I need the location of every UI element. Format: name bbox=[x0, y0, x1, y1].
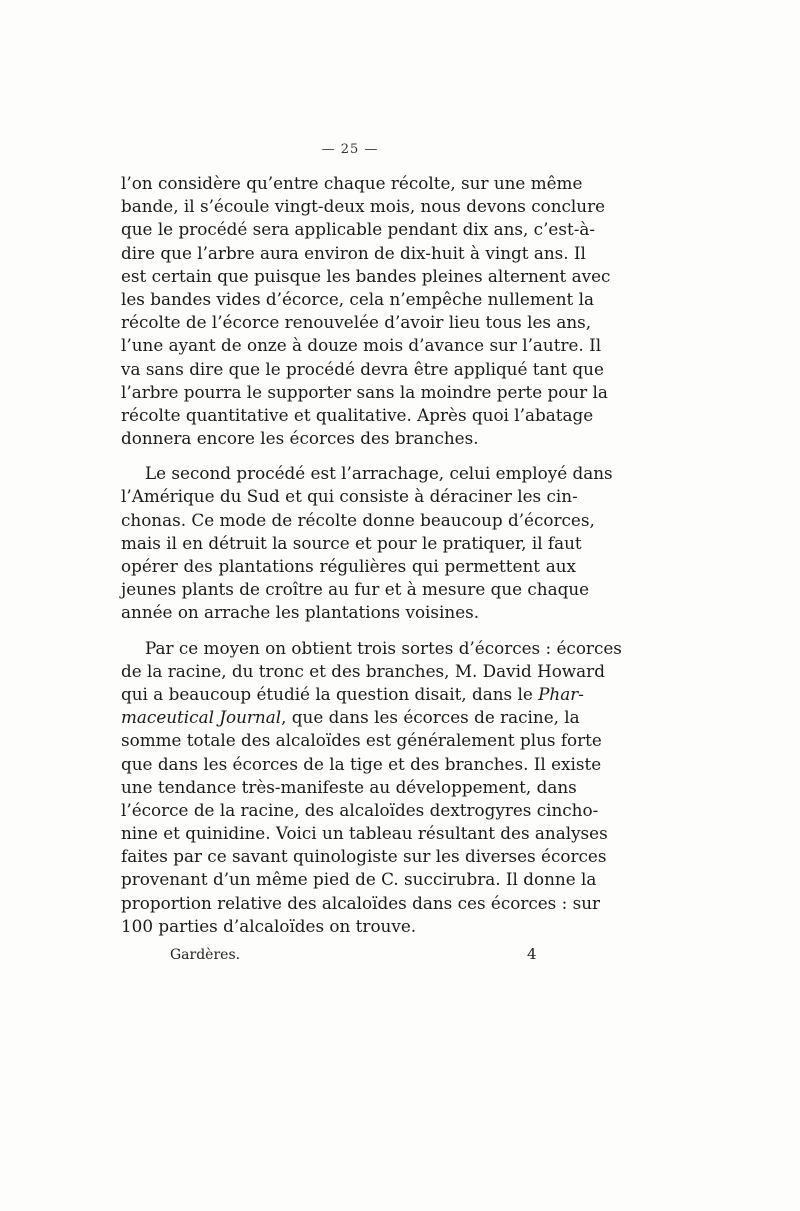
paragraph-3 bbox=[121, 637, 622, 938]
text-line: maceutical Journal, que dans les écorces de racine, la bbox=[121, 707, 580, 728]
paragraph-1 bbox=[121, 172, 611, 450]
text-line: l’écorce de la racine, des alcaloïdes dextrogyres cincho- bbox=[121, 799, 599, 820]
paragraph-gap bbox=[121, 450, 576, 462]
text-line: dire que l’arbre aura environ de dix-huit à vingt ans. Il bbox=[121, 242, 586, 263]
text-line: l’arbre pourra le supporter sans la moindre perte pour la bbox=[121, 381, 608, 402]
text-line: Le second procédé est l’arrachage, celui employé dans bbox=[145, 463, 613, 484]
text-line: l’Amérique du Sud et qui consiste à déraciner les cin- bbox=[121, 486, 578, 507]
text-line: proportion relative des alcaloïdes dans ces écorces : sur bbox=[121, 892, 601, 913]
body-text bbox=[121, 172, 622, 938]
text-line: 100 parties d’alcaloïdes on trouve. bbox=[121, 915, 417, 936]
text-line: donnera encore les écorces des branches. bbox=[121, 428, 479, 449]
text-line: somme totale des alcaloïdes est généralement plus forte bbox=[121, 730, 602, 751]
text-line: chonas. Ce mode de récolte donne beaucoup d’écorces, bbox=[121, 509, 595, 530]
journal-title-italic: Phar- bbox=[538, 683, 584, 704]
text-line: l’une ayant de onze à douze mois d’avance sur l’autre. Il bbox=[121, 335, 602, 356]
text-line: que le procédé sera applicable pendant dix ans, c’est-à- bbox=[121, 219, 596, 240]
journal-title-italic: maceutical Journal bbox=[121, 707, 282, 728]
text-line: provenant d’un même pied de C. succirubra. Il donne la bbox=[121, 869, 597, 890]
text-line: nine et quinidine. Voici un tableau résultant des analyses bbox=[121, 823, 608, 844]
text-line: une tendance très-manifeste au développement, dans bbox=[121, 776, 577, 797]
sheet-number: 4 bbox=[527, 945, 537, 963]
text-line: Par ce moyen on obtient trois sortes d’écorces : écorces bbox=[145, 637, 622, 658]
text-line: opérer des plantations régulières qui permettent aux bbox=[121, 556, 576, 576]
text-line: va sans dire que le procédé devra être appliqué tant que bbox=[121, 358, 604, 379]
text-line: mais il en détruit la source et pour le pratiquer, il faut bbox=[121, 532, 582, 553]
text-line: récolte de l’écorce renouvelée d’avoir lieu tous les ans, bbox=[121, 312, 592, 333]
text-line: les bandes vides d’écorce, cela n’empêche nullement la bbox=[121, 288, 594, 309]
text-line: de la racine, du tronc et des branches, M. David Howard bbox=[121, 660, 605, 681]
text-line: est certain que puisque les bandes pleines alternent avec bbox=[121, 265, 611, 286]
text-line: année on arrache les plantations voisines. bbox=[121, 602, 480, 623]
paragraph-gap bbox=[121, 625, 576, 637]
page-number: — 25 — bbox=[321, 142, 379, 157]
text-line: qui a beaucoup étudié la question disait, dans le Phar- bbox=[121, 683, 584, 704]
text-line: l’on considère qu’entre chaque récolte, sur une même bbox=[121, 173, 583, 193]
signature-mark: Gardères. bbox=[170, 947, 241, 963]
text-line: que dans les écorces de la tige et des branches. Il existe bbox=[121, 753, 602, 774]
text-line: jeunes plants de croître au fur et à mesure que chaque bbox=[121, 579, 590, 600]
text-line: récolte quantitative et qualitative. Après quoi l’abatage bbox=[121, 404, 594, 425]
text-line: bande, il s’écoule vingt-deux mois, nous devons conclure bbox=[121, 196, 606, 217]
paragraph-2 bbox=[121, 462, 613, 624]
text-line: faites par ce savant quinologiste sur les diverses écorces bbox=[121, 846, 607, 867]
